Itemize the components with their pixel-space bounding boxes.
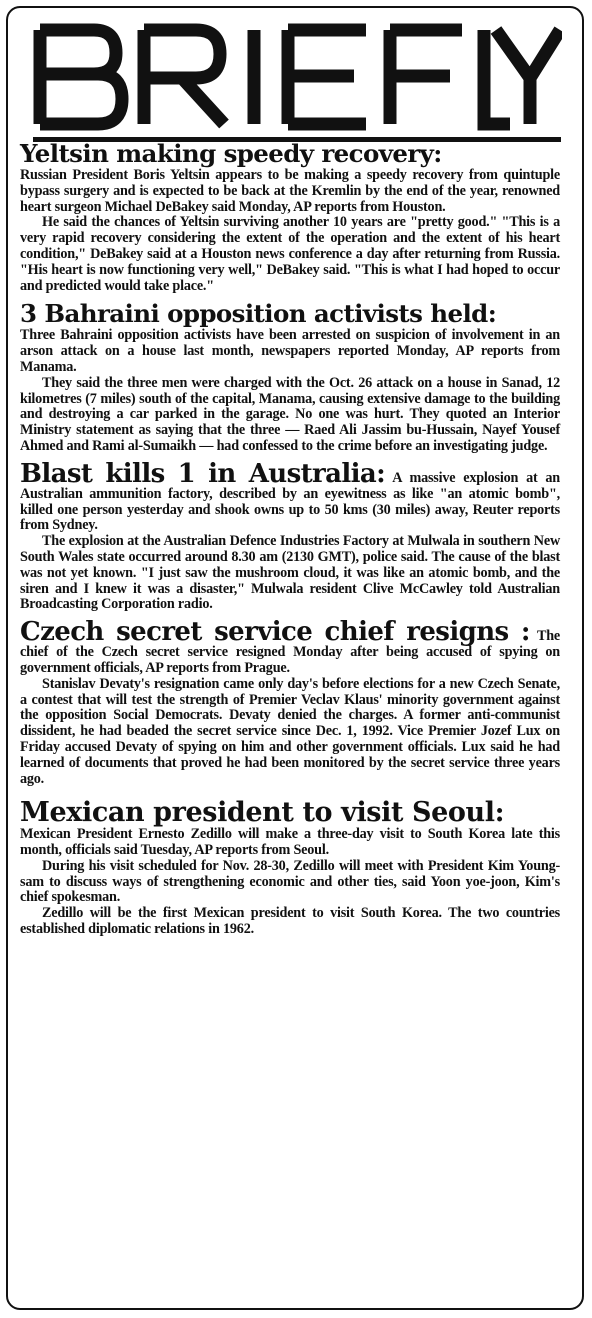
lead-text: The chief of the Czech secret service resigned Monday after being accused of spying on government officials, AP reports from Prague. — [20, 628, 560, 676]
story-yeltsin — [20, 140, 560, 294]
headline: Yeltsin making speedy recovery: — [20, 139, 442, 168]
lead-paragraph — [20, 619, 560, 677]
headline: Mexican president to visit Seoul: — [20, 797, 505, 829]
story-mexico — [20, 799, 560, 938]
headline: 3 Bahraini opposition activists held: — [20, 299, 497, 329]
story-australia — [20, 458, 560, 613]
paragraph: They said the three men were charged with the Oct. 26 attack on a house in Sanad, 12 kilometres (7 miles) south of the capital, Manama, causing extensive damage to the building and destroying a car parked in the garage. No one was hurt. They quoted an Interior Ministry statement as saying that the three — Raed Ali Jassim bu-Hussain, Nayef Yousef Ahmed and Rami al-Sumaikh — had confessed to the crime before an investigating judge. — [20, 374, 560, 454]
paragraph: Zedillo will be the first Mexican president to visit South Korea. The two countries established diplomatic relations in 1962. — [20, 905, 560, 938]
paragraph: Russian President Boris Yeltsin appears to be making a speedy recovery from quintuple bypass surgery and is expected to be back at the Kremlin by the end of the year, renowned heart surgeon Michael DeBakey said Monday, AP reports from Houston. — [20, 167, 560, 215]
lead-text: A massive explosion at an Australian ammunition factory, described by an eyewitness as like "an atomic bomb", killed one person yesterday and shook owns up to 50 kms (30 miles) away, Reuter reports from Sydney. — [20, 469, 560, 534]
briefs-column — [20, 140, 560, 944]
lead-paragraph — [20, 458, 560, 534]
story-bahrain — [20, 300, 560, 454]
paragraph: During his visit scheduled for Nov. 28-30, Zedillo will meet with President Kim Young-sam to discuss ways of strengthening economic and other ties, said Yoon yoe-joon, Kim's chief spokesman. — [20, 857, 560, 906]
paragraph: Stanislav Devaty's resignation came only day's before elections for a new Czech Senate, a contest that will test the strength of Premier Veclav Klaus' minority government against the opposition Social Democrats. Devaty denied the charges. A former anti-communist dissident, he had beaded the secret service since Dec. 1, 1992. Vice Premier Jozef Lux on Friday accused Devaty of spying on him and other government officials. Lux said he had learned of documents that proved he had been monitored by the secret service three years ago. — [20, 675, 560, 787]
headline: Blast kills 1 in Australia: — [20, 458, 386, 489]
paragraph: Mexican President Ernesto Zedillo will make a three-day visit to South Korea late this month, officials said Tuesday, AP reports from Seoul. — [20, 826, 560, 859]
paragraph: The explosion at the Australian Defence Industries Factory at Mulwala in southern New South Wales state occurred around 8.30 am (2130 GMT), police said. The cause of the blast was not yet known. "I just saw the mushroom cloud, it was like an atomic bomb, and the siren and I knew it was a disaster," Mulwala resident Clive McCawley told Australian Broadcasting Corporation radio. — [20, 533, 560, 613]
paragraph: He said the chances of Yeltsin surviving another 10 years are "pretty good." "This is a very rapid recovery considering the extent of the operation and the extent of his heart condition," DeBakey said at a Houston news conference a day after returning from Russia. "His heart is now functioning very well," DeBakey said. "This is what I had hoped to occur and predicted would take place." — [20, 214, 560, 294]
headline: Czech secret service chief resigns : — [20, 617, 530, 648]
masthead-logo — [32, 16, 562, 136]
story-czech — [20, 619, 560, 787]
paragraph: Three Bahraini opposition activists have been arrested on suspicion of involvement in an arson attack on a house last month, newspapers reported Monday, AP reports from Manama. — [20, 327, 560, 375]
